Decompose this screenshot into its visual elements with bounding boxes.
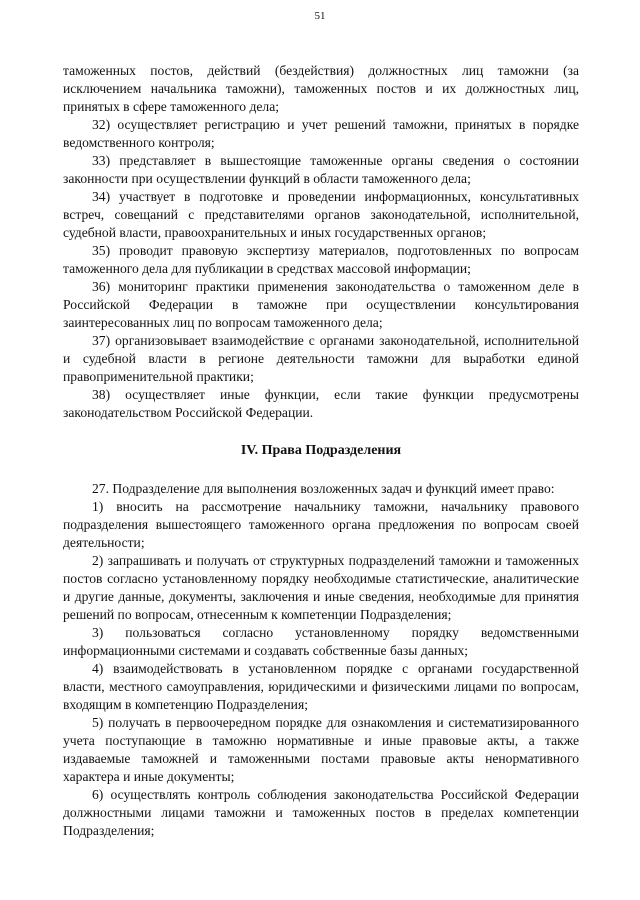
paragraph-item-32: 32) осуществляет регистрацию и учет решений таможни, принятых в порядке ведомственного контроля; xyxy=(63,117,579,150)
paragraph-continuation: таможенных постов, действий (бездействия) должностных лиц таможни (за исключением начальника таможни), таможенных постов и их должностных лиц, принятых в сфере таможенного дела; xyxy=(63,63,579,114)
paragraph-right-1: 1) вносить на рассмотрение начальнику таможни, начальнику правового подразделения вышестоящего таможенного органа предложения по вопросам своей деятельности; xyxy=(63,499,579,550)
paragraph-right-2: 2) запрашивать и получать от структурных подразделений таможни и таможенных постов согласно установленному порядку необходимые статистические, аналитические и другие данные, документы, заключения и иные сведения, необходимые для принятия решений по вопросам, отнесенным к компетенции Подразделения; xyxy=(63,553,579,622)
paragraph-right-3: 3) пользоваться согласно установленному порядку ведомственными информационными системами и создавать собственные базы данных; xyxy=(63,625,579,658)
page-number: 51 xyxy=(314,10,326,22)
paragraph-clause-27: 27. Подразделение для выполнения возложенных задач и функций имеет право: xyxy=(92,481,555,496)
paragraph-item-37: 37) организовывает взаимодействие с органами законодательной, исполнительной и судебной власти в регионе деятельности таможни для выработки единой правоприменительной практики; xyxy=(63,333,579,384)
paragraph-right-5: 5) получать в первоочередном порядке для ознакомления и систематизированного учета поступающие в таможню нормативные и иные правовые акты, а также издаваемые таможней и таможенными постами правовые акты ненормативного характера и иные документы; xyxy=(63,715,579,784)
document-body xyxy=(63,62,579,840)
paragraph-right-6: 6) осуществлять контроль соблюдения законодательства Российской Федерации должностными лицами таможни и таможенных постов в пределах компетенции Подразделения; xyxy=(63,787,579,838)
paragraph-item-34: 34) участвует в подготовке и проведении информационных, консультативных встреч, совещаний с представителями органов законодательной, исполнительной, судебной власти, правоохранительных и иных государственных органов; xyxy=(63,189,579,240)
paragraph-item-33: 33) представляет в вышестоящие таможенные органы сведения о состоянии законности при осуществлении функций в области таможенного дела; xyxy=(63,153,579,186)
paragraph-item-35: 35) проводит правовую экспертизу материалов, подготовленных по вопросам таможенного дела для публикации в средствах массовой информации; xyxy=(63,243,579,276)
paragraph-item-36: 36) мониторинг практики применения законодательства о таможенном деле в Российской Федерации в таможне при осуществлении консультирования заинтересованных лиц по вопросам таможенного дела; xyxy=(63,279,579,330)
section-heading: IV. Права Подразделения xyxy=(240,443,402,458)
paragraph-item-38: 38) осуществляет иные функции, если такие функции предусмотрены законодательством Российской Федерации. xyxy=(63,387,579,420)
paragraph-right-4: 4) взаимодействовать в установленном порядке с органами государственной власти, местного самоуправления, юридическими и физическими лицами по вопросам, входящим в компетенцию Подразделения; xyxy=(63,661,579,712)
